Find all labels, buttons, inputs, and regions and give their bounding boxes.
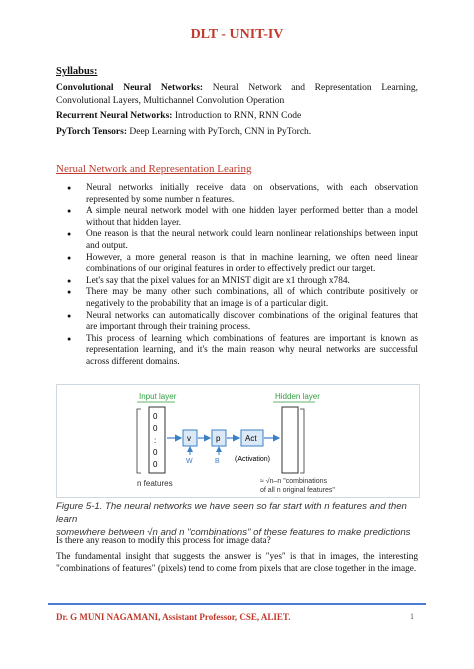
combinations-line2: of all n original features"	[260, 487, 335, 494]
input-zero-3: 0	[153, 448, 158, 457]
combinations-line1: ≈ √n–n "combinations	[260, 478, 327, 485]
act-label: Act	[245, 434, 257, 443]
insight-paragraph: The fundamental insight that suggests the answer is "yes" is that in images, the interesting "combinations of features" (pixels) tend to come from pixels that are close together in the image.	[56, 552, 418, 574]
input-zero-top: 0	[153, 412, 158, 421]
pytorch-text: Deep Learning with PyTorch, CNN in PyTorch.	[127, 127, 312, 137]
input-zero-bottom: 0	[153, 460, 158, 469]
caption-line2: somewhere between √n and n "combinations" of these features to make predictions	[56, 527, 411, 538]
page-title: DLT - UNIT-IV	[190, 27, 284, 42]
list-item: ● One reason is that the neural network could learn nonlinear relationships between input and output.	[56, 229, 418, 252]
w-label: W	[186, 458, 193, 465]
input-layer-label: Input layer	[139, 392, 177, 401]
b-label: B	[215, 458, 220, 465]
syllabus-heading: Syllabus:	[56, 66, 98, 77]
network-diagram	[57, 385, 419, 497]
n-features-label: n features	[137, 479, 173, 488]
list-item: ● Let's say that the pixel values for an MNIST digit are x1 through x784.	[56, 276, 418, 288]
input-zero-2: 0	[153, 424, 158, 433]
caption-line1: Figure 5-1. The neural networks we have seen so far start with n features and then learn	[56, 501, 407, 525]
hidden-column	[282, 407, 298, 473]
figure-diagram	[56, 384, 420, 498]
list-item: ● However, a more general reason is that in machine learning, we often need linear combinations of our original features in order to effectively predict our target.	[56, 253, 418, 276]
input-ellipsis: :	[154, 436, 157, 445]
v-label: v	[187, 434, 191, 443]
rnn-label: Recurrent Neural Networks:	[56, 111, 173, 121]
cnn-text: Neural Network and Representation Learning, Convolutional Layers, Multichannel Convolution Operation	[56, 83, 418, 106]
figure-caption	[56, 500, 426, 539]
hidden-layer-label: Hidden layer	[275, 392, 320, 401]
pytorch-label: PyTorch Tensors:	[56, 127, 128, 137]
syllabus-rnn	[56, 110, 418, 123]
list-item: ● There may be many other such combinations, all of which contribute positively or negatively to the probability that an image is of a particular digit.	[56, 287, 418, 310]
page-number: 1	[410, 612, 414, 621]
syllabus-pytorch	[56, 126, 418, 139]
syllabus-cnn	[56, 82, 418, 108]
bullet-list	[56, 183, 418, 369]
list-item: ● This process of learning which combinations of features are important is known as representation learning, and it's the main reason why neural networks are successful across different domains.	[56, 334, 418, 369]
p-label: p	[216, 434, 221, 443]
question-paragraph: Is there any reason to modify this process for image data?	[56, 536, 271, 546]
section-heading: Nerual Network and Representation Learing	[56, 163, 252, 175]
list-item: ● A simple neural network model with one hidden layer performed better than a model without that hidden layer.	[56, 206, 418, 229]
list-item: ● Neural networks can automatically discover combinations of the original features that are important through their training process.	[56, 311, 418, 334]
activation-label: (Activation)	[235, 456, 271, 463]
cnn-label: Convolutional Neural Networks:	[56, 83, 204, 93]
rnn-text: Introduction to RNN, RNN Code	[172, 111, 302, 121]
footer-divider	[48, 603, 426, 605]
footer-author: Dr. G MUNI NAGAMANI, Assistant Professor, CSE, ALIET.	[56, 612, 291, 622]
list-item: ● Neural networks initially receive data on observations, with each observation represented by some number n features.	[56, 183, 418, 206]
